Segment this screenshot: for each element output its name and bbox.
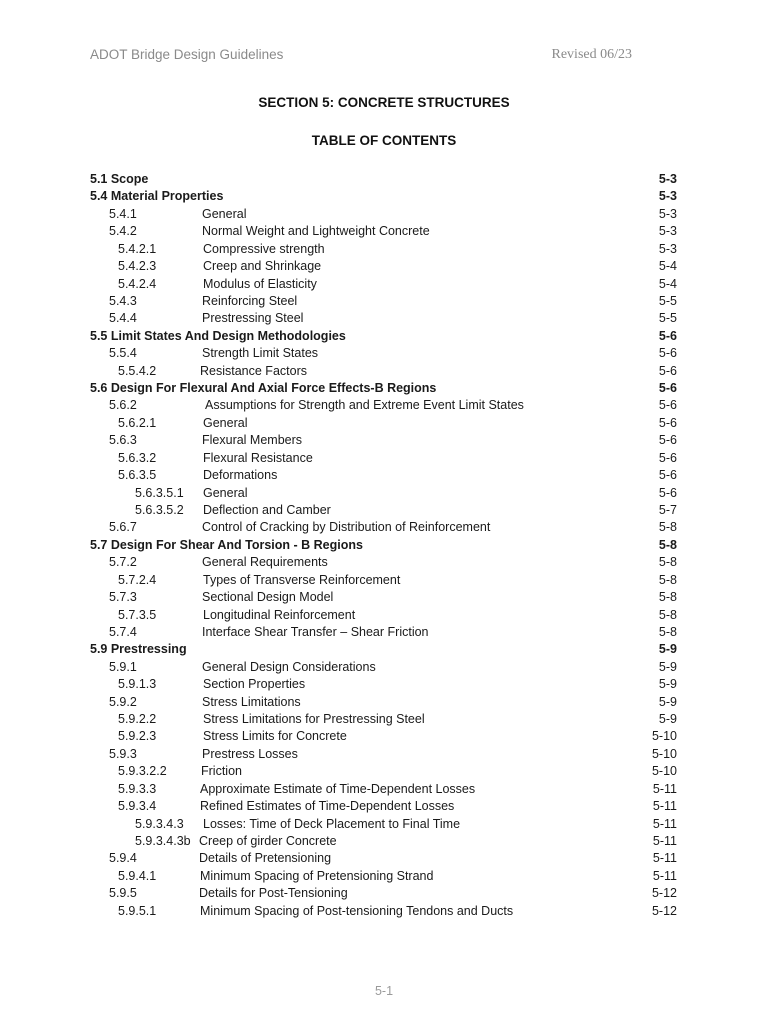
toc-entry-page: 5-9 [658,659,677,674]
toc-entry-number: 5.9.3.4.3b [135,833,191,848]
toc-entry-number: 5.6.2.1 [118,415,157,430]
toc-entry-number: 5.6.3 [109,433,137,448]
toc-entry[interactable] [0,467,768,484]
toc-entry-number: 5.6.3.2 [118,450,157,465]
toc-entry[interactable] [0,206,768,223]
toc-entry-number: 5.9.3.4 [118,799,157,814]
toc-entry-title: Details for Post-Tensioning [199,886,348,901]
toc-entry-number: 5.6.3.5.1 [135,485,184,500]
toc-entry-title: Modulus of Elasticity [203,276,317,291]
toc-entry-number: 5.4.3 [109,293,137,308]
toc-entry-page: 5-11 [652,799,677,814]
toc-entry[interactable] [0,432,768,449]
toc-entry-number: 5.4.2.4 [118,276,157,291]
toc-entry-number: 5.5.4 [109,346,137,361]
toc-entry-page: 5-6 [658,398,677,413]
toc-entry[interactable] [0,781,768,798]
toc-entry[interactable] [0,746,768,763]
toc-entry-page: 5-9 [658,712,677,727]
toc-entry[interactable] [0,903,768,920]
toc-entry[interactable] [0,833,768,850]
toc-entry-title: Prestress Losses [202,746,298,761]
toc-entry-number: 5.7.4 [109,624,137,639]
toc-entry-title: 5.1 Scope [90,172,149,186]
toc-entry-page: 5-6 [658,433,677,448]
toc-entry-title: Minimum Spacing of Post-tensioning Tendons and Ducts [200,903,514,918]
toc-entry[interactable] [0,310,768,327]
toc-entry-number: 5.9.3.3 [118,781,157,796]
toc-entry[interactable] [0,641,768,658]
revision-date: Revised 06/23 [551,47,632,62]
toc-entry[interactable] [0,363,768,380]
toc-entry[interactable] [0,624,768,641]
toc-entry-title: Details of Pretensioning [199,851,332,866]
toc-entry-page: 5-6 [658,415,677,430]
toc-entry[interactable] [0,450,768,467]
toc-entry-page: 5-3 [658,224,677,239]
toc-entry-title: Refined Estimates of Time-Dependent Losses [200,799,455,814]
toc-entry[interactable] [0,258,768,275]
toc-entry-number: 5.9.2.3 [118,729,157,744]
toc-entry-title: Interface Shear Transfer – Shear Friction [202,624,429,639]
toc-title: TABLE OF CONTENTS [311,133,457,148]
toc-entry-title: Resistance Factors [200,363,307,378]
toc-entry-number: 5.9.1 [109,659,137,674]
toc-entry-title: Assumptions for Strength and Extreme Event Limit States [205,398,524,413]
toc-entry-title: 5.4 Material Properties [90,189,224,204]
toc-entry-title: Stress Limits for Concrete [203,729,347,744]
toc-entry[interactable] [0,171,768,188]
toc-entry-title: Minimum Spacing of Pretensioning Strand [200,868,434,883]
toc-entry-number: 5.5.4.2 [118,363,157,378]
toc-entry-title: 5.5 Limit States And Design Methodologies [90,328,346,343]
toc-entry-number: 5.9.5.1 [118,903,157,918]
toc-entry[interactable] [0,694,768,711]
toc-entry-title: Friction [201,764,242,779]
toc-entry[interactable] [0,676,768,693]
toc-entry[interactable] [0,763,768,780]
toc-entry-page: 5-11 [652,868,677,883]
toc-entry-page: 5-8 [658,590,677,605]
toc-entry-number: 5.6.2 [109,398,137,413]
toc-entry-title: General Design Considerations [202,659,376,674]
toc-entry-page: 5-5 [658,311,677,326]
toc-entry[interactable] [0,537,768,554]
toc-entry-title: General Requirements [202,555,328,570]
toc-entry[interactable] [0,188,768,205]
toc-entry-page: 5-12 [651,903,677,918]
toc-entry-page: 5-6 [658,450,677,465]
toc-entry-number: 5.4.2.1 [118,241,157,256]
toc-entry-title: Types of Transverse Reinforcement [203,572,401,587]
toc-entry-page: 5-11 [652,816,677,831]
toc-entry[interactable] [0,816,768,833]
toc-entry-page: 5-9 [658,642,677,657]
toc-entry-title: Compressive strength [203,241,325,256]
toc-entry-title: General [202,206,247,221]
toc-entry-page: 5-10 [651,746,677,761]
toc-entry-number: 5.9.3.2.2 [118,764,167,779]
toc-entry-page: 5-4 [658,276,677,291]
toc-entry[interactable] [0,276,768,293]
toc-entry-title: 5.7 Design For Shear And Torsion - B Regions [90,537,363,552]
toc-entry-page: 5-8 [658,624,677,639]
toc-entry-number: 5.7.3 [109,590,137,605]
toc-entry-page: 5-12 [651,886,677,901]
page-number: 5-1 [374,984,394,998]
toc-entry-page: 5-8 [658,555,677,570]
toc-entry-title: Stress Limitations for Prestressing Steel [203,712,425,727]
table-of-contents [0,171,768,931]
toc-entry-page: 5-6 [658,485,677,500]
toc-entry-title: Strength Limit States [202,346,319,361]
toc-entry-number: 5.7.2 [109,555,137,570]
toc-entry[interactable] [0,659,768,676]
toc-entry-title: Flexural Resistance [203,450,313,465]
toc-entry[interactable] [0,345,768,362]
page-header [90,47,632,67]
toc-entry[interactable] [0,223,768,240]
toc-entry[interactable] [0,519,768,536]
toc-entry-title: Normal Weight and Lightweight Concrete [202,224,430,239]
toc-entry-page: 5-11 [652,781,677,796]
toc-entry-title: 5.9 Prestressing [90,642,187,657]
toc-entry-number: 5.9.2 [109,694,137,709]
toc-entry[interactable] [0,868,768,885]
toc-entry-number: 5.6.3.5.2 [135,502,184,517]
toc-entry-title: Approximate Estimate of Time-Dependent Losses [200,781,476,796]
toc-entry-title: Deformations [203,468,278,483]
section-title: SECTION 5: CONCRETE STRUCTURES [258,95,510,110]
toc-entry[interactable] [0,572,768,589]
toc-entry[interactable] [0,415,768,432]
toc-entry-number: 5.9.3.4.3 [135,816,184,831]
toc-entry-number: 5.4.2.3 [118,259,157,274]
toc-entry-page: 5-6 [658,381,677,396]
toc-entry[interactable] [0,485,768,502]
toc-entry-title: Losses: Time of Deck Placement to Final Time [203,816,461,831]
toc-entry-title: Section Properties [203,677,306,692]
toc-entry-number: 5.7.3.5 [118,607,157,622]
toc-entry-title: Control of Cracking by Distribution of Reinforcement [202,520,491,535]
toc-entry-title: Creep of girder Concrete [199,833,337,848]
toc-entry[interactable] [0,397,768,414]
toc-entry-number: 5.4.1 [109,206,137,221]
document-title: ADOT Bridge Design Guidelines [90,47,284,62]
toc-entry-number: 5.9.4.1 [118,868,157,883]
toc-entry-page: 5-10 [651,764,677,779]
toc-entry-page: 5-8 [658,607,677,622]
toc-entry-title: General [203,485,248,500]
toc-entry-page: 5-11 [652,851,677,866]
toc-entry-number: 5.9.3 [109,746,137,761]
toc-entry[interactable] [0,850,768,867]
toc-entry-page: 5-7 [658,502,677,517]
toc-entry-number: 5.9.5 [109,886,137,901]
toc-entry[interactable] [0,380,768,397]
toc-entry-title: Stress Limitations [202,694,301,709]
toc-entry-title: Prestressing Steel [202,311,304,326]
toc-entry-page: 5-9 [658,677,677,692]
toc-entry[interactable] [0,798,768,815]
toc-entry-number: 5.4.2 [109,224,137,239]
toc-entry-page: 5-9 [658,694,677,709]
toc-entry[interactable] [0,554,768,571]
toc-entry-number: 5.6.7 [109,520,137,535]
toc-entry-page: 5-6 [658,363,677,378]
toc-entry-page: 5-8 [658,572,677,587]
toc-entry-page: 5-5 [658,293,677,308]
toc-entry[interactable] [0,293,768,310]
toc-entry-page: 5-3 [658,206,677,221]
toc-entry-number: 5.9.4 [109,851,137,866]
toc-entry-page: 5-3 [658,172,677,186]
toc-entry[interactable] [0,328,768,345]
toc-entry-number: 5.7.2.4 [118,572,157,587]
toc-entry-page: 5-8 [658,520,677,535]
toc-entry-page: 5-3 [658,241,677,256]
toc-entry-number: 5.6.3.5 [118,468,157,483]
toc-entry[interactable] [0,589,768,606]
toc-entry[interactable] [0,241,768,258]
toc-entry-title: Deflection and Camber [203,502,331,517]
toc-entry[interactable] [0,728,768,745]
toc-entry-number: 5.4.4 [109,311,137,326]
toc-entry-page: 5-8 [658,537,677,552]
toc-entry-title: Reinforcing Steel [202,293,298,308]
toc-entry-page: 5-6 [658,468,677,483]
toc-entry[interactable] [0,711,768,728]
toc-entry-title: Sectional Design Model [202,590,334,605]
toc-entry-page: 5-6 [658,328,677,343]
toc-entry-page: 5-10 [651,729,677,744]
toc-entry[interactable] [0,502,768,519]
toc-entry-number: 5.9.1.3 [118,677,157,692]
toc-entry-page: 5-4 [658,259,677,274]
toc-entry-title: Flexural Members [202,433,303,448]
toc-entry[interactable] [0,607,768,624]
toc-entry-title: Longitudinal Reinforcement [203,607,356,622]
toc-entry[interactable] [0,885,768,902]
toc-entry-title: 5.6 Design For Flexural And Axial Force Effects-B Regions [90,381,437,396]
toc-entry-title: Creep and Shrinkage [203,259,322,274]
toc-entry-page: 5-6 [658,346,677,361]
toc-entry-page: 5-3 [658,189,677,204]
toc-entry-number: 5.9.2.2 [118,712,157,727]
toc-entry-page: 5-11 [652,833,677,848]
toc-entry-title: General [203,415,248,430]
